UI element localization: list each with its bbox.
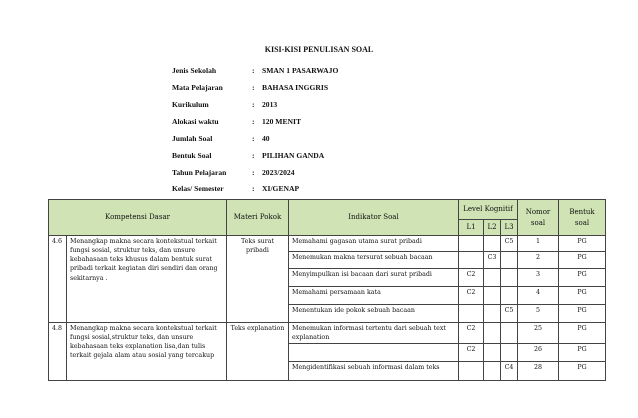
level-l2-cell	[484, 323, 501, 344]
info-colon: :	[252, 168, 255, 177]
level-l2-cell	[484, 344, 501, 362]
header-l1: L1	[459, 220, 484, 236]
nomor-cell: 4	[518, 287, 559, 305]
kisi-table	[48, 199, 606, 381]
info-colon: :	[252, 83, 255, 92]
level-l1-cell	[459, 362, 484, 381]
nomor-cell: 1	[518, 236, 559, 252]
level-l3-cell: C4	[501, 362, 518, 381]
header-l3: L3	[501, 220, 518, 236]
info-label: Bentuk Soal	[172, 151, 212, 160]
level-l1-cell: C2	[459, 287, 484, 305]
info-value: 2023/2024	[262, 168, 295, 177]
header-level-kognitif: Level Kognitif	[459, 200, 518, 220]
level-l1-cell	[459, 305, 484, 323]
bentuk-cell: PG	[559, 305, 606, 323]
bentuk-cell: PG	[559, 344, 606, 362]
indikator-cell: Memahami persamaan kata	[289, 287, 459, 305]
nomor-cell: 3	[518, 269, 559, 287]
kd-number: 4.6	[49, 236, 67, 323]
info-value: PILIHAN GANDA	[262, 151, 325, 160]
table-row	[49, 323, 606, 344]
level-l2-cell	[484, 362, 501, 381]
info-value: 2013	[262, 100, 278, 109]
level-l1-cell: C2	[459, 344, 484, 362]
info-value: BAHASA INGGRIS	[262, 83, 329, 92]
info-label: Jenis Sekolah	[172, 66, 217, 75]
nomor-cell: 28	[518, 362, 559, 381]
info-colon: :	[252, 151, 255, 160]
level-l1-cell: C2	[459, 323, 484, 344]
info-label: Kurikulum	[172, 100, 209, 109]
bentuk-cell: PG	[559, 269, 606, 287]
info-value: 40	[262, 134, 270, 143]
level-l3-cell	[501, 252, 518, 269]
info-colon: :	[252, 184, 255, 193]
nomor-cell: 2	[518, 252, 559, 269]
kd-text: Menangkap makna secara kontekstual terkait fungsi sosial, struktur teks, dan unsure kebahasaan teks khusus dalam bentuk surat pribadi terkait kegiatan diri sendiri dan orang sekitarnya .	[67, 236, 227, 323]
level-l2-cell	[484, 269, 501, 287]
indikator-cell: Menyimpulkan isi bacaan dari surat pribadi	[289, 269, 459, 287]
kd-number: 4.8	[49, 323, 67, 381]
info-label: Mata Pelajaran	[172, 83, 223, 92]
info-colon: :	[252, 66, 255, 75]
header-nomor-soal: Nomor soal	[518, 200, 559, 236]
level-l1-cell	[459, 252, 484, 269]
indikator-cell: Menemukan makna tersurat sebuah bacaan	[289, 252, 459, 269]
indikator-cell: Memahami gagasan utama surat pribadi	[289, 236, 459, 252]
indikator-cell: Menentukan ide pokok sebuah bacaan	[289, 305, 459, 323]
document-title: KISI-KISI PENULISAN SOAL	[264, 45, 374, 54]
bentuk-cell: PG	[559, 252, 606, 269]
bentuk-cell: PG	[559, 362, 606, 381]
materi-pokok: Teks surat pribadi	[227, 236, 289, 323]
info-value: 120 MENIT	[262, 117, 302, 126]
table-row	[49, 236, 606, 252]
level-l2-cell	[484, 287, 501, 305]
info-label: Tahun Pelajaran	[172, 168, 227, 177]
kd-text: Menangkap makna secara kontekstual terkait fungsi sosial,struktur teks, dan unsure kebahasaan teks explanation lisa,dan tulis terkait gejala alam atau sosial yang tercakup	[67, 323, 227, 381]
header-kompetensi-dasar: Kompetensi Dasar	[49, 200, 227, 236]
level-l3-cell: C5	[501, 236, 518, 252]
materi-pokok: Teks explanation	[227, 323, 289, 381]
header-indikator-soal: Indikator Soal	[289, 200, 459, 236]
indikator-cell: Menemukan informasi tertentu dari sebuah text explanation	[289, 323, 459, 344]
header-l2: L2	[484, 220, 501, 236]
info-colon: :	[252, 117, 255, 126]
bentuk-cell: PG	[559, 236, 606, 252]
info-label: Kelas/ Semester	[172, 184, 224, 193]
level-l3-cell	[501, 269, 518, 287]
level-l3-cell	[501, 323, 518, 344]
indikator-cell: Mengidentifikasi sebuah informasi dalam teks	[289, 362, 459, 381]
info-value: XI/GENAP	[262, 184, 300, 193]
info-colon: :	[252, 100, 255, 109]
info-value: SMAN 1 PASARWAJO	[262, 66, 339, 75]
indikator-cell	[289, 344, 459, 362]
level-l3-cell	[501, 287, 518, 305]
level-l2-cell	[484, 305, 501, 323]
nomor-cell: 5	[518, 305, 559, 323]
header-bentuk-soal: Bentuk soal	[559, 200, 606, 236]
level-l3-cell: C5	[501, 305, 518, 323]
level-l1-cell	[459, 236, 484, 252]
header-materi-pokok: Materi Pokok	[227, 200, 289, 236]
level-l3-cell	[501, 344, 518, 362]
nomor-cell: 26	[518, 344, 559, 362]
bentuk-cell: PG	[559, 287, 606, 305]
info-label: Jumlah Soal	[172, 134, 213, 143]
bentuk-cell: PG	[559, 323, 606, 344]
level-l1-cell: C2	[459, 269, 484, 287]
nomor-cell: 25	[518, 323, 559, 344]
level-l2-cell	[484, 236, 501, 252]
info-label: Alokasi waktu	[172, 117, 219, 126]
info-colon: :	[252, 134, 255, 143]
level-l2-cell: C3	[484, 252, 501, 269]
